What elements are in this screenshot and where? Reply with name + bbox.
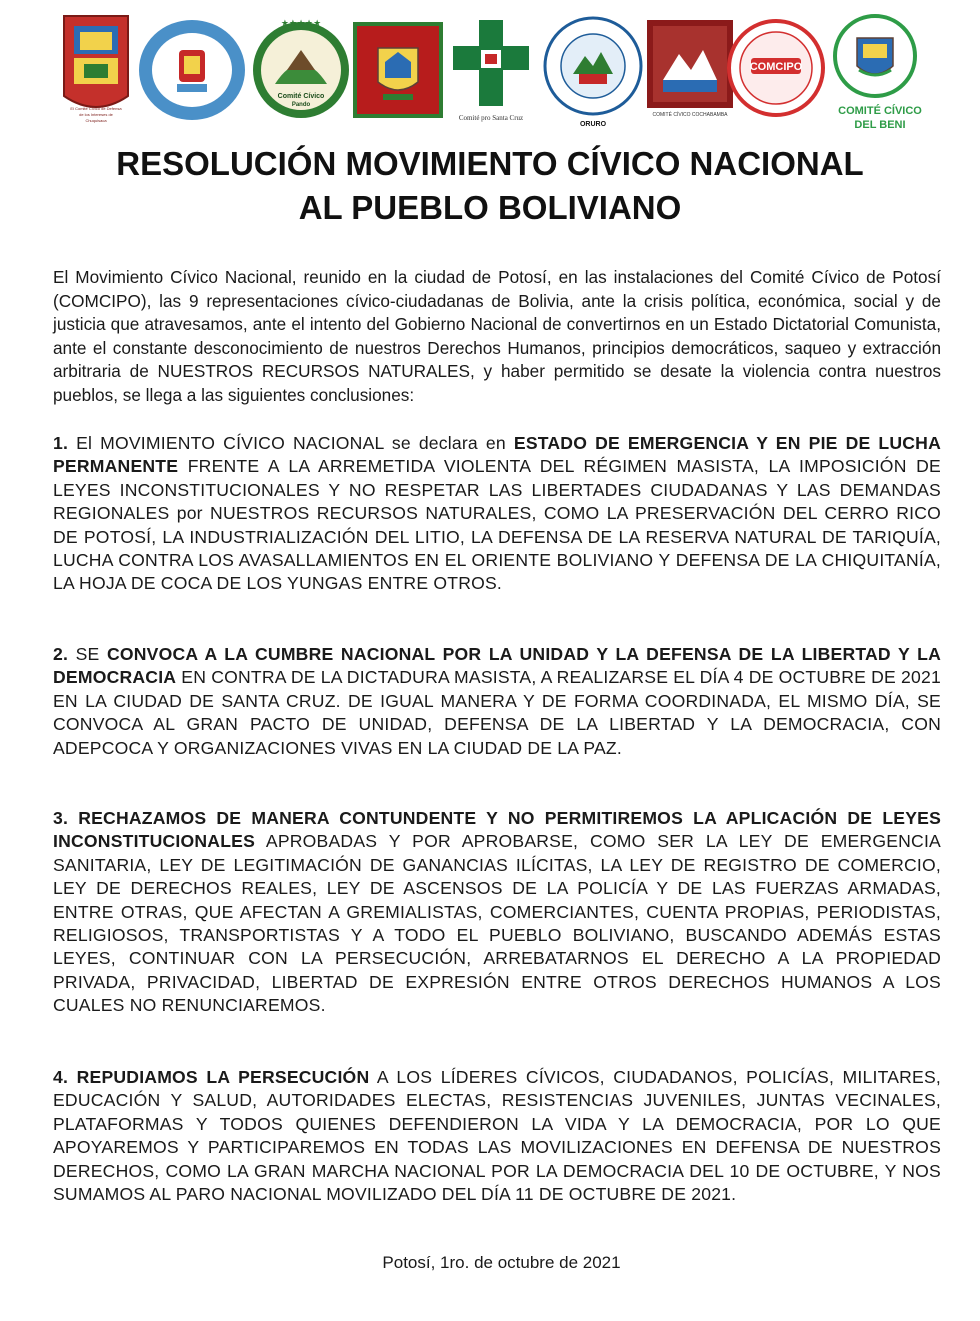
point-number: 3. <box>53 808 69 828</box>
svg-text:COMITÉ CÍVICO: COMITÉ CÍVICO <box>838 105 922 117</box>
logo-comite-civico-la-paz <box>353 22 443 118</box>
svg-text:de los Intereses de: de los Intereses de <box>79 112 113 117</box>
point-bold: ESTADO DE EMERGENCIA Y EN PIE DE LUCHA PERMANENTE <box>53 433 941 477</box>
logo-comite-pro-santa-cruz <box>443 16 539 126</box>
svg-text:★★★★★: ★★★★★ <box>280 19 322 29</box>
point-lead <box>68 808 78 828</box>
svg-text:COMCIPO: COMCIPO <box>749 61 803 73</box>
point-bold: RECHAZAMOS DE MANERA CONTUNDENTE Y NO PERMITIREMOS LA APLICACIÓN DE LEYES INCONSTITUCIONALES <box>53 808 941 852</box>
point-rest: APROBADAS Y POR APROBARSE, COMO SER LA LEY DE EMERGENCIA SANITARIA, LEY DE LEGITIMACIÓN DE GANANCIAS ILÍCITAS, LA LEY DE REGISTRO DE COMERCIO, LEY DE DERECHOS REALES, LEY DE ASCENSOS DE LA POLICÍA Y DE LAS FUERZAS ARMADAS, ENTRE OTRAS, QUE AFECTAN A GREMIALISTAS, COMERCIANTES, CUENTA PROPIAS, PERIODISTAS, RELIGIOSOS, TRANSPORTISTAS Y A TODO EL PUEBLO BOLIVIANO, BUSCANDO ADEMÁS ESTAS LEYES, CONTINUAR CON LA PERSECUCIÓN, ARREBATARNOS EL DERECHO A LA PROPIEDAD PRIVADA, PRIVACIDAD, LIBERTAD DE EXPRESIÓN ENTRE OTROS DERECHOS HUMANOS A LOS CUALES NO RENUNCIAREMOS. <box>53 831 941 1016</box>
point-number: 1. <box>53 433 69 453</box>
document-title <box>0 142 980 230</box>
title-line-1: RESOLUCIÓN MOVIMIENTO CÍVICO NACIONAL <box>116 145 864 182</box>
point-lead: El MOVIMIENTO CÍVICO NACIONAL se declara en <box>68 433 514 453</box>
logo-comite-civico-pando <box>251 14 351 124</box>
point-number: 2. <box>53 644 69 664</box>
point-rest: A LOS LÍDERES CÍVICOS, CIUDADANOS, POLICÍAS, MILITARES, EDUCACIÓN Y SALUD, AUTORIDADES ELECTAS, RESISTENCIAS JUVENILES, JUNTAS VECINALES, PLATAFORMAS Y TODOS QUIENES DEFENDIERON LA VIDA Y LA DEMOCRACIA, POR LO QUE APOYAREMOS Y PARTICIPAREMOS EN TODAS LAS MOVILIZACIONES EN DEFENSA DE NUESTROS DERECHOS, COMO LA GRAN MARCHA NACIONAL POR LA DEMOCRACIA DEL 10 DE OCTUBRE, Y NOS SUMAMOS AL PARO NACIONAL MOVILIZADO DEL DÍA 11 DE OCTUBRE DE 2021. <box>53 1067 942 1205</box>
svg-text:Comité Cívico: Comité Cívico <box>277 93 325 100</box>
logo-comite-civico-tarija <box>137 18 247 122</box>
point-lead: SE <box>68 644 107 664</box>
resolution-point-2 <box>53 643 941 760</box>
point-rest: EN CONTRA DE LA DICTADURA MASISTA, A REALIZARSE EL DÍA 4 DE OCTUBRE DE 2021 EN LA CIUDAD DE SANTA CRUZ. DE IGUAL MANERA Y DE FORMA COORDINADA, EL MISMO DÍA, SE CONVOCA AL GRAN PACTO DE UNIDAD, DEFENSA DE LA LIBERTAD Y LA DEMOCRACIA, CON ADEPCOCA Y ORGANIZACIONES VIVAS EN LA CIUDAD DE LA PAZ. <box>53 667 941 758</box>
logos-row <box>55 8 935 133</box>
svg-text:Comité pro Santa Cruz: Comité pro Santa Cruz <box>458 114 524 122</box>
point-rest: FRENTE A LA ARREMETIDA VIOLENTA DEL RÉGIMEN MASISTA, LA IMPOSICIÓN DE LEYES INCONSTITUCIONALES Y NO RESPETAR LAS LIBERTADES CIUDADANAS Y LAS DEMANDAS REGIONALES por NUESTROS RECURSOS NATURALES, COMO LA PRESERVACIÓN DEL CERRO RICO DE POTOSÍ, LA INDUSTRIALIZACIÓN DEL LITIO, LA DEFENSA DE LA RESERVA NATURAL DE TARIQUÍA, LUCHA CONTRA LOS AVASALLAMIENTOS EN EL ORIENTE BOLIVIANO Y DEFENSA DE LA CHIQUITANÍA, LA HOJA DE COCA DE LOS YUNGAS ENTRE OTROS. <box>53 456 941 594</box>
svg-text:Chuquisaca: Chuquisaca <box>85 118 107 123</box>
point-bold: CONVOCA A LA CUMBRE NACIONAL POR LA UNIDAD Y LA DEFENSA DE LA LIBERTAD Y LA DEMOCRACIA <box>53 644 941 688</box>
svg-text:DEL BENI: DEL BENI <box>854 119 906 130</box>
resolution-point-3 <box>53 807 941 1018</box>
logo-comite-civico-del-beni <box>825 12 935 130</box>
svg-text:COMITÉ CÍVICO COCHABAMBA: COMITÉ CÍVICO COCHABAMBA <box>652 112 728 118</box>
intro-paragraph: El Movimiento Cívico Nacional, reunido en la ciudad de Potosí, en las instalaciones del Comité Cívico de Potosí (COMCIPO), las 9 representaciones cívico-ciudadanas de Bolivia, ante la crisis política, económica, social y de justicia que atravesamos, ante el intento del Gobierno Nacional de convertirnos en un Estado Dictatorial Comunista, ante el constante desconocimiento de nuestros Derechos Humanos, principios democráticos, saqueo y extracción arbitraria de NUESTROS RECURSOS NATURALES, y haber permitido se desate la violencia contra nuestros pueblos, se llega a las siguientes conclusiones: <box>53 267 941 405</box>
logo-comite-civico-oruro <box>543 12 643 130</box>
logo-comite-civico-cochabamba <box>647 20 733 120</box>
signing-place-date: Potosí, 1ro. de octubre de 2021 <box>382 1253 621 1272</box>
resolution-point-1 <box>53 432 941 596</box>
title-line-2: AL PUEBLO BOLIVIANO <box>298 189 682 226</box>
resolution-point-4 <box>53 1066 941 1206</box>
svg-text:El Comité Cívico de Defensa: El Comité Cívico de Defensa <box>70 106 122 111</box>
logo-comcipo <box>727 16 825 120</box>
point-bold: REPUDIAMOS LA PERSECUCIÓN <box>76 1067 370 1087</box>
svg-text:Pando: Pando <box>291 102 311 108</box>
point-lead <box>68 1067 77 1087</box>
svg-text:ORURO: ORURO <box>579 121 607 128</box>
point-number: 4. <box>53 1067 69 1087</box>
logo-comite-civico-chuquisaca <box>60 14 132 130</box>
